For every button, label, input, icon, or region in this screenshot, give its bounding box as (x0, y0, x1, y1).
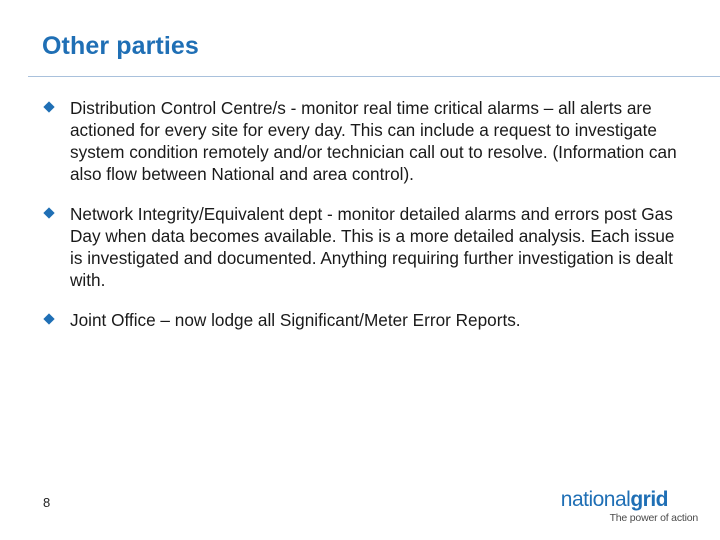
logo-word-grid: grid (630, 488, 668, 511)
logo-tagline: The power of action (609, 512, 698, 524)
slide-title: Other parties (42, 32, 199, 60)
bullet-item (43, 203, 683, 291)
bullet-text: Distribution Control Centre/s - monitor real time critical alarms – all alerts are actioned for every site for every day. This can include a request to investigate system condition remotely and/or technician call out to resolve. (Information can also flow between National and area control). (70, 98, 677, 184)
bullet-text: Joint Office – now lodge all Significant/Meter Error Reports. (70, 310, 521, 330)
title-divider (28, 76, 720, 77)
logo-wordmark (561, 489, 668, 511)
page-number: 8 (43, 495, 51, 510)
bullet-list (43, 97, 683, 349)
logo-word-national: national (560, 488, 631, 511)
bullet-item (43, 97, 683, 185)
national-grid-logo (560, 488, 698, 524)
diamond-bullet-icon (43, 313, 54, 324)
diamond-bullet-icon (43, 101, 54, 112)
diamond-bullet-icon (43, 207, 54, 218)
bullet-item (43, 309, 683, 331)
bullet-text: Network Integrity/Equivalent dept - monitor detailed alarms and errors post Gas Day when data becomes available. This is a more detailed analysis. Each issue is investigated and documented. Anything requiring further investigation is dealt with. (70, 204, 675, 290)
